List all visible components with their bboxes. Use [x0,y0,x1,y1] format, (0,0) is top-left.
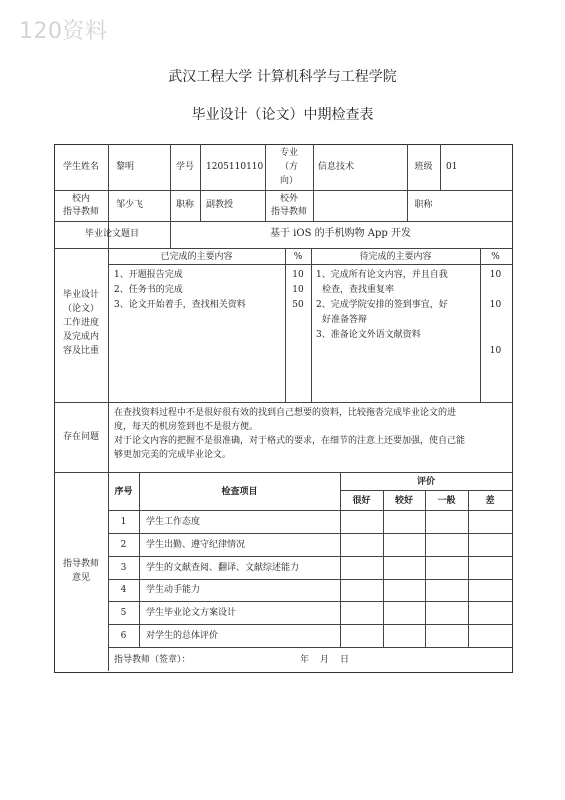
major-label: 专业 [279,148,298,158]
todo-pct: 10 [489,270,502,280]
col-eval: 评价 [416,477,435,487]
done-item: 2、任务书的完成 [114,285,183,295]
col-item: 检查项目 [221,487,258,497]
todo-line: 检查，查找重复率 [322,285,395,295]
student-name: 黎明 [116,162,135,172]
row-item: 学生出勤、遵守纪律情况 [146,540,246,550]
class-label: 班级 [414,162,433,172]
todo-pct: 10 [489,300,502,310]
grade-header: 较好 [394,496,413,506]
student-name-label: 学生姓名 [62,162,99,172]
row-no: 4 [120,585,127,595]
grade-header: 一般 [437,496,456,506]
done-pct: 10 [292,285,304,295]
topic-label: 毕业论文题目 [84,229,139,239]
date-day: 日 [340,655,350,665]
row-no: 6 [120,631,127,641]
col-no: 序号 [114,487,133,497]
todo-line: 2、完成学院安排的签到事宜，好 [316,300,448,310]
problems-label: 存在问题 [62,432,99,442]
row-item: 学生毕业论文方案设计 [146,608,237,618]
row-no: 2 [120,540,127,550]
form-title: 毕业设计（论文）中期检查表 [191,107,374,123]
row-no: 5 [120,608,127,618]
title-label-2: 职称 [414,200,433,210]
date-month: 月 [320,655,330,665]
row-no: 3 [120,563,127,573]
row-item: 学生工作态度 [146,517,201,527]
row-item: 对学生的总体评价 [146,631,219,641]
todo-pct: 10 [489,346,502,356]
sign-label: 指导教师（签章）： [114,655,191,665]
pct-header-2: % [491,252,500,262]
outer-teacher-label: 校外 [279,194,298,204]
class-value: 01 [446,162,458,172]
date-year: 年 [300,655,310,665]
student-id-label: 学号 [175,162,194,172]
todo-header: 待完成的主要内容 [359,252,432,262]
opinion-label: 指导教师 [62,559,99,569]
done-pct: 50 [292,300,304,310]
topic-value: 基于 iOS 的手机购物 App 开发 [270,228,411,239]
todo-line: 3、准备论文外语文献资料 [316,330,421,340]
row-item: 学生的文献查阅、翻译、文献综述能力 [146,563,300,573]
grade-header: 很好 [352,496,371,506]
university-title: 武汉工程大学 计算机科学与工程学院 [168,69,397,85]
done-pct: 10 [292,270,304,280]
inner-teacher-label: 校内 [71,194,90,204]
todo-line: 好准备答辩 [322,315,368,325]
grade-header: 差 [485,496,495,506]
major-value: 信息技术 [318,162,355,172]
todo-line: 1、完成所有论文内容，并且自我 [316,270,448,280]
watermark: 120资料 [19,19,108,44]
inner-teacher-title: 副教授 [206,200,234,210]
done-item: 1、开题报告完成 [114,270,183,280]
pct-header: % [293,252,303,262]
inner-teacher: 邹少飞 [116,200,144,210]
row-no: 1 [120,517,127,527]
title-label: 职称 [175,200,194,210]
row-item: 学生动手能力 [146,585,201,595]
done-item: 3、论文开始着手，查找相关资料 [114,300,246,310]
student-id: 1205110110 [206,162,264,172]
done-header: 已完成的主要内容 [160,252,233,262]
